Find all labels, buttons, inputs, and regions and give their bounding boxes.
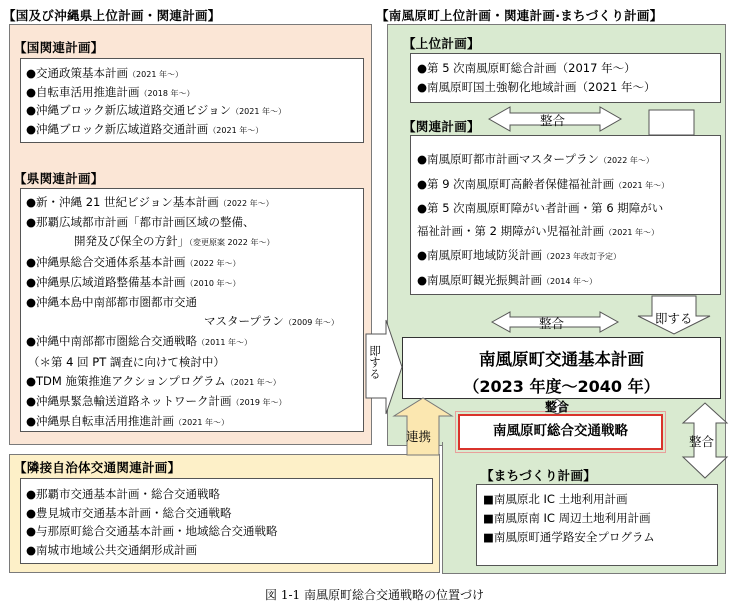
- loop-connector-right: [649, 110, 694, 135]
- prefecture-plan-item-text: （＊第 4 回 PT 調査に向けて検討中）: [28, 354, 225, 369]
- national-plan-item-date-note: （2021 年～）: [231, 107, 286, 116]
- prefecture-plan-item-date-note: （2021 年～）: [225, 377, 281, 387]
- national-plans-heading: 【国関連計画】: [14, 40, 104, 55]
- prefecture-plan-item-date-note: （2021 年～）: [174, 418, 229, 428]
- prefecture-plan-item-text: ●沖縄県広域道路整備基本計画: [26, 274, 186, 289]
- main-plan-title: 南風原町交通基本計画: [479, 350, 644, 369]
- national-plan-item-date-note: （2021 年～）: [128, 70, 183, 79]
- prefecture-plan-item-text: ●TDM 施策推進アクションプログラム: [26, 373, 226, 388]
- related-plan-item-text: 福祉計画・第 2 期障がい児福祉計画: [417, 223, 605, 238]
- related-plan-item-text: ●南風原町観光振興計画: [417, 272, 543, 287]
- neighbor-plan-item: ●与那原町総合交通基本計画・地域総合交通戦略: [26, 524, 278, 538]
- related-plan-item-date-note: （2023 年改訂予定）: [542, 252, 621, 261]
- neighbor-plan-item: ●南城市地域公共交通網形成計画: [26, 542, 198, 557]
- prefecture-plan-item-date-note: （変更原案 2022 年～）: [189, 238, 275, 248]
- seigo-label-1: 整合: [540, 113, 566, 128]
- related-plan-item-date-note: （2021 年～）: [614, 180, 670, 190]
- upper-plans-heading: 【上位計画】: [403, 36, 480, 51]
- prefecture-plan-item-text: ●沖縄県総合交通体系基本計画: [26, 254, 186, 269]
- national-plan-item-date-note: （2021 年～）: [208, 125, 264, 135]
- neighbor-plan-item: ●那覇市交通基本計画・総合交通戦略: [26, 487, 221, 501]
- prefecture-plan-item-text: マスタープラン: [204, 314, 284, 329]
- prefecture-plan-item-text: ●那覇広域都市計画「都市計画区域の整備、: [26, 215, 255, 230]
- town-plans-heading: 【まちづくり計画】: [481, 468, 597, 483]
- national-plan-item-text: ●交通政策基本計画: [26, 66, 129, 80]
- related-plan-item-text: ●第 5 次南風原町障がい者計画・第 6 期障がい: [417, 201, 664, 215]
- figure-caption: 図 1-1 南風原町総合交通戦略の位置づけ: [265, 588, 484, 602]
- related-plan-item-text: ●第 9 次南風原町高齢者保健福祉計画: [417, 176, 615, 191]
- renkei-label: 連携: [406, 429, 432, 444]
- prefecture-plan-item-date-note: （2011 年～）: [197, 338, 252, 348]
- related-plans-heading: 【関連計画】: [403, 119, 480, 134]
- upper-plan-item: ●第 5 次南風原町総合計画（2017 年～）: [417, 61, 636, 75]
- sokusuru-label-left: 即する: [368, 345, 382, 380]
- neighbor-plans-heading: 【隣接自治体交通関連計画】: [14, 460, 181, 475]
- town-plan-item: ■南風原南 IC 周辺土地利用計画: [483, 511, 651, 525]
- national-plan-item-date-note: （2018 年～）: [139, 88, 195, 98]
- prefecture-plan-item-text: ●沖縄中南部都市圏総合交通戦略: [26, 334, 198, 349]
- related-plan-item-date-note: （2014 年～）: [542, 276, 597, 286]
- prefecture-plan-item-date-note: （2022 年～）: [218, 199, 274, 208]
- national-plan-item-text: ●沖縄ブロック新広域道路交通ビジョン: [26, 103, 232, 117]
- prefecture-plan-item-text: 開発及び保全の方針」: [74, 234, 189, 249]
- prefecture-plan-item-date-note: （2009 年～）: [283, 318, 339, 328]
- left-section-title: 【国及び沖縄県上位計画・関連計画】: [3, 8, 221, 23]
- sokusuru-label-right: 即する: [655, 311, 693, 326]
- strategy-title: 南風原町総合交通戦略: [493, 423, 628, 439]
- prefecture-plan-item-date-note: （2019 年～）: [231, 398, 287, 408]
- prefecture-plans-heading: 【県関連計画】: [14, 171, 104, 186]
- seigo-label-3: 整合: [545, 400, 570, 414]
- prefecture-plan-item-text: ●沖縄県緊急輸送道路ネットワーク計画: [26, 394, 232, 409]
- prefecture-plan-item-date-note: （2022 年～）: [185, 258, 241, 268]
- neighbor-plan-item: ●豊見城市交通基本計画・総合交通戦略: [26, 505, 232, 520]
- seigo-label-2: 整合: [539, 316, 565, 331]
- town-plan-item: ■南風原北 IC 土地利用計画: [483, 492, 628, 506]
- prefecture-plan-item-text: ●新・沖縄 21 世紀ビジョン基本計画: [26, 195, 219, 209]
- national-plan-item-text: ●沖縄ブロック新広域道路交通計画: [26, 121, 209, 136]
- related-plan-item-text: ●南風原町都市計画マスタープラン: [417, 152, 599, 166]
- related-plan-item-date-note: （2021 年～）: [604, 227, 660, 237]
- upper-plan-item: ●南風原町国土強靭化地域計画（2021 年～）: [417, 80, 656, 94]
- seigo-label-4: 整合: [689, 434, 715, 449]
- prefecture-plan-item-date-note: （2010 年～）: [185, 278, 241, 288]
- related-plan-item-text: ●南風原町地域防災計画: [417, 248, 543, 262]
- town-plan-item: ■南風原町通学路安全プログラム: [483, 530, 655, 544]
- prefecture-plan-item-text: ●沖縄県自転車活用推進計画: [26, 414, 175, 429]
- national-plan-item-text: ●自転車活用推進計画: [26, 84, 140, 99]
- right-section-title: 【南風原町上位計画・関連計画·まちづくり計画】: [376, 8, 663, 23]
- prefecture-plan-item-text: ●沖縄本島中南部都市圏都市交通: [26, 295, 198, 310]
- related-plan-item-date-note: （2022 年～）: [598, 156, 654, 165]
- main-plan-period: （2023 年度～2040 年）: [463, 377, 660, 396]
